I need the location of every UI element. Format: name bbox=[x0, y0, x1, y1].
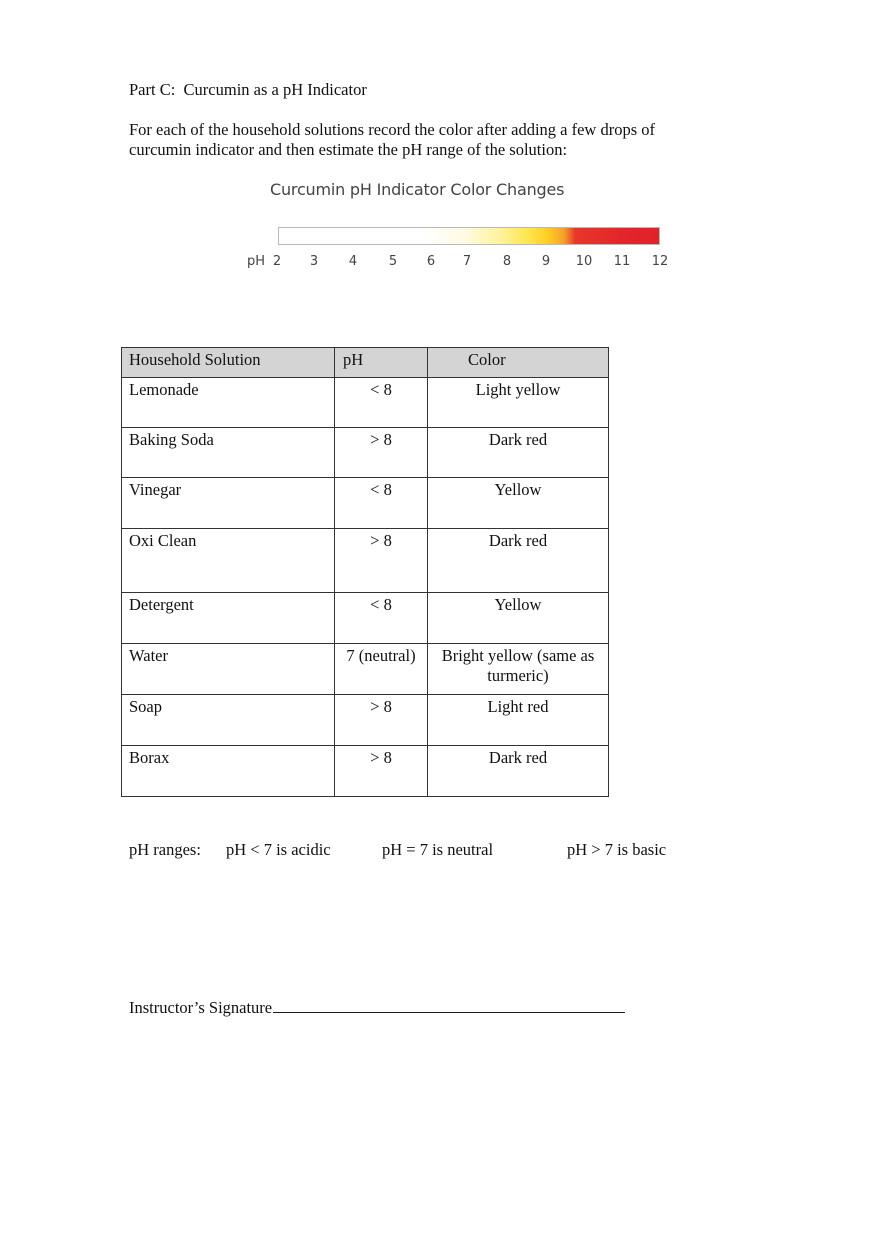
scale-tick: 2 bbox=[272, 254, 282, 269]
cell-color: Bright yellow (same as turmeric) bbox=[428, 644, 609, 695]
cell-solution: Oxi Clean bbox=[122, 529, 335, 593]
instructions-line-1: For each of the household solutions record the color after adding a few drops of bbox=[129, 120, 656, 139]
cell-solution: Baking Soda bbox=[122, 428, 335, 478]
cell-ph: < 8 bbox=[335, 593, 428, 644]
scale-axis-label: pH bbox=[247, 254, 266, 269]
header-household-solution: Household Solution bbox=[122, 348, 335, 378]
scale-tick: 11 bbox=[613, 254, 631, 269]
signature-label: Instructor’s Signature bbox=[129, 998, 273, 1017]
ph-color-scale-bar bbox=[278, 227, 660, 245]
cell-color: Light yellow bbox=[428, 378, 609, 428]
table-header-row bbox=[122, 348, 609, 378]
table-row bbox=[122, 378, 609, 428]
cell-solution: Borax bbox=[122, 746, 335, 797]
scale-tick: 8 bbox=[502, 254, 512, 269]
cell-solution: Detergent bbox=[122, 593, 335, 644]
header-ph: pH bbox=[335, 348, 428, 378]
table-row bbox=[122, 593, 609, 644]
scale-tick: 7 bbox=[462, 254, 472, 269]
cell-solution: Water bbox=[122, 644, 335, 695]
cell-solution: Lemonade bbox=[122, 378, 335, 428]
cell-ph: > 8 bbox=[335, 746, 428, 797]
household-solutions-table bbox=[121, 347, 609, 797]
cell-color: Light red bbox=[428, 695, 609, 746]
cell-ph: < 8 bbox=[335, 378, 428, 428]
ph-range-basic: pH > 7 is basic bbox=[567, 840, 667, 859]
instructions bbox=[129, 120, 729, 160]
cell-ph: > 8 bbox=[335, 529, 428, 593]
cell-ph: < 8 bbox=[335, 478, 428, 529]
cell-ph: 7 (neutral) bbox=[335, 644, 428, 695]
table-row bbox=[122, 695, 609, 746]
signature-line[interactable] bbox=[273, 997, 625, 1013]
cell-solution: Vinegar bbox=[122, 478, 335, 529]
table-row bbox=[122, 428, 609, 478]
instructor-signature bbox=[129, 997, 625, 1018]
ph-range-neutral: pH = 7 is neutral bbox=[382, 840, 494, 859]
cell-solution: Soap bbox=[122, 695, 335, 746]
ph-range-acidic: pH < 7 is acidic bbox=[226, 840, 331, 859]
scale-tick: 4 bbox=[348, 254, 358, 269]
scale-tick: 6 bbox=[426, 254, 436, 269]
cell-color: Dark red bbox=[428, 746, 609, 797]
table-row bbox=[122, 746, 609, 797]
table-row bbox=[122, 529, 609, 593]
header-color: Color bbox=[428, 348, 609, 378]
scale-tick: 12 bbox=[651, 254, 669, 269]
ph-ranges-label: pH ranges: bbox=[129, 840, 201, 859]
scale-tick: 3 bbox=[309, 254, 319, 269]
scale-tick: 10 bbox=[575, 254, 593, 269]
scale-tick: 5 bbox=[388, 254, 398, 269]
cell-color: Yellow bbox=[428, 478, 609, 529]
cell-ph: > 8 bbox=[335, 428, 428, 478]
cell-color: Dark red bbox=[428, 428, 609, 478]
cell-ph: > 8 bbox=[335, 695, 428, 746]
page-title: Part C: Curcumin as a pH Indicator bbox=[129, 80, 367, 99]
scale-title: Curcumin pH Indicator Color Changes bbox=[270, 180, 565, 199]
table-row bbox=[122, 644, 609, 695]
cell-color: Dark red bbox=[428, 529, 609, 593]
ph-ranges bbox=[129, 840, 749, 862]
table-row bbox=[122, 478, 609, 529]
scale-tick: 9 bbox=[541, 254, 551, 269]
cell-color: Yellow bbox=[428, 593, 609, 644]
instructions-line-2: curcumin indicator and then estimate the pH range of the solution: bbox=[129, 140, 568, 159]
ph-scale-ticks bbox=[247, 254, 677, 274]
